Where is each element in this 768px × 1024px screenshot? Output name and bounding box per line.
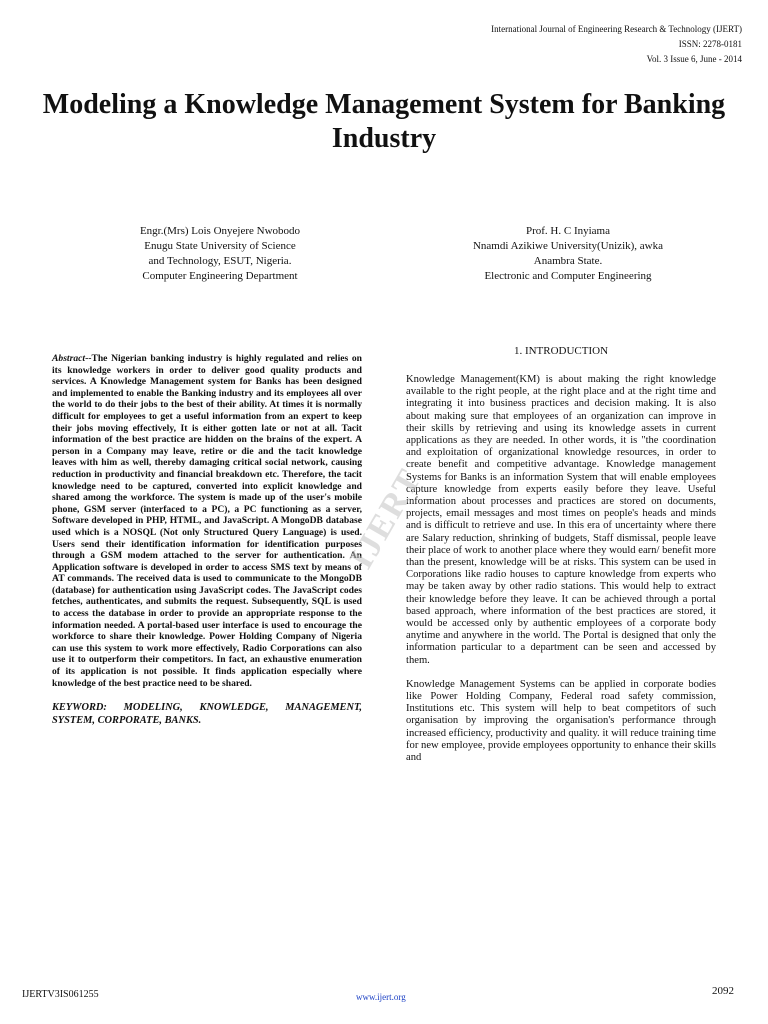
right-column <box>406 344 716 776</box>
journal-volume: Vol. 3 Issue 6, June - 2014 <box>646 54 742 64</box>
body-paragraph: Knowledge Management Systems can be applied in corporate bodies like Power Holding Company, Federal road safety commission, Institutions etc. This system will help to beat competitors of such organisation by improving the organisation's performance through increased efficiency, productivity and quality. it will reduce training time for new employee, provide employees opportunity to enhance their skills and <box>406 678 716 764</box>
abstract-label: Abstract <box>52 353 86 364</box>
author-2-department: Electronic and Computer Engineering <box>484 270 652 282</box>
author-block-2 <box>398 224 738 284</box>
ijert-watermark: IJERT <box>342 462 430 576</box>
author-block-1 <box>70 224 370 284</box>
author-1-affiliation: Enugu State University of Science <box>144 240 296 252</box>
author-2-name: Prof. H. C Inyiama <box>525 225 610 237</box>
section-heading: 1. INTRODUCTION <box>513 345 609 357</box>
footer-paper-id: IJERTV3IS061255 <box>22 989 99 1000</box>
author-2-affiliation: Nnamdi Azikiwe University(Unizik), awka <box>472 240 663 252</box>
abstract <box>52 353 362 689</box>
left-column <box>52 353 362 727</box>
journal-name: International Journal of Engineering Research & Technology (IJERT) <box>491 24 742 34</box>
footer-page-number: 2092 <box>712 985 734 997</box>
journal-issn: ISSN: 2278-0181 <box>678 39 742 49</box>
keywords: KEYWORD: MODELING, KNOWLEDGE, MANAGEMENT, SYSTEM, CORPORATE, BANKS. <box>52 702 362 727</box>
author-1-affiliation: and Technology, ESUT, Nigeria. <box>148 255 292 267</box>
author-1-department: Computer Engineering Department <box>142 270 298 282</box>
author-1-name: Engr.(Mrs) Lois Onyejere Nwobodo <box>139 225 301 237</box>
footer-url-link[interactable]: www.ijert.org <box>356 992 406 1002</box>
abstract-text: --The Nigerian banking industry is highly regulated and relies on its knowledge workers in order to deliver good quality products and services. A Knowledge Management system for Banks has been designed and implemented to enable the Banking industry and its employees all over the world to do their jobs to the best of their ability. At times it is normally difficult for employees to get a useful information from an expert to keep their jobs moving effectively, It is either gotten late or not at all. Tacit information of the best practice are hidden on the brains of the expert. A person in a Company may leave, retire or die and the tacit knowledge leaves with him as well, thereby damaging critical social network, causing reduction in productivity and financial breakdown etc. Therefore, the tacit knowledge need to be captured, converted into explicit knowledge and shared among the workforce. The system is made up of the user's mobile phone, GSM server (interfaced to a PC), a PC functioning as a server, Software developed in PHP, HTML, and JavaScript. A MongoDB database used which is a NOSQL (Not only Structured Query Language) is used. Users send their identification information for identification purposes through a GSM modem attached to the server for authentication. An Application software is developed in order to access SMS text by means of AT commands. The received data is used to communicate to the MongoDB (database) for authentication using JavaScript codes. The JavaScript codes fetches, authenticates, and submits the request. Subsequently, SQL is used to access the database in order to provide an appropriate response to the information needed. A portal-based user interface is used to encourage the workforce to share their knowledge. Power Holding Company of Nigeria can use this system to work more effectively, Radio Corporations can also use it to outperform their competitors. In fact, an exhaustive enumeration of its application is not possible. It finds application especially where knowledge of the best practice need to be shared. <box>52 353 362 689</box>
author-2-affiliation: Anambra State. <box>533 255 603 267</box>
body-paragraph: Knowledge Management(KM) is about making the right knowledge available to the right people, at the right place and at the right time and integrating it into business practices and decision making. It is also about making sure that employees of an organization can improve in their skills by retrieving and using its knowledge assets in current applications as they are needed. In other words, it is "the coordination and exploitation of organizational knowledge resources, in order to create benefit and competitive advantage. Knowledge management Systems for Banks is an information System that will enable employees capture knowledge from experts easily before they leave. Useful information about processes and practices are stored on documents, projects, email messages and most times on people's heads and minds and is difficult to retrieve and use. In this era of uncertainty where there are Salary reduction, shrinking of budgets, Staff dismissal, people leave their place of work to another place where they would earn/ benefit more than the present, knowledge will be at risks. This system can be used in Corporations like radio houses to capture knowledge from experts who may be taken away by other radio stations. This would help to extract their knowledge before they leave. It can be achieved through a portal based approach, where information of the best practices are stored, it would be accessed only by authentic employees of a corporate body anytime and anywhere in the world. The Portal is designed that only the information particular to a department can be seen and accessed by them. <box>406 374 716 666</box>
journal-header <box>412 22 742 67</box>
paper-title: Modeling a Knowledge Management System for Banking Industry <box>42 89 726 154</box>
